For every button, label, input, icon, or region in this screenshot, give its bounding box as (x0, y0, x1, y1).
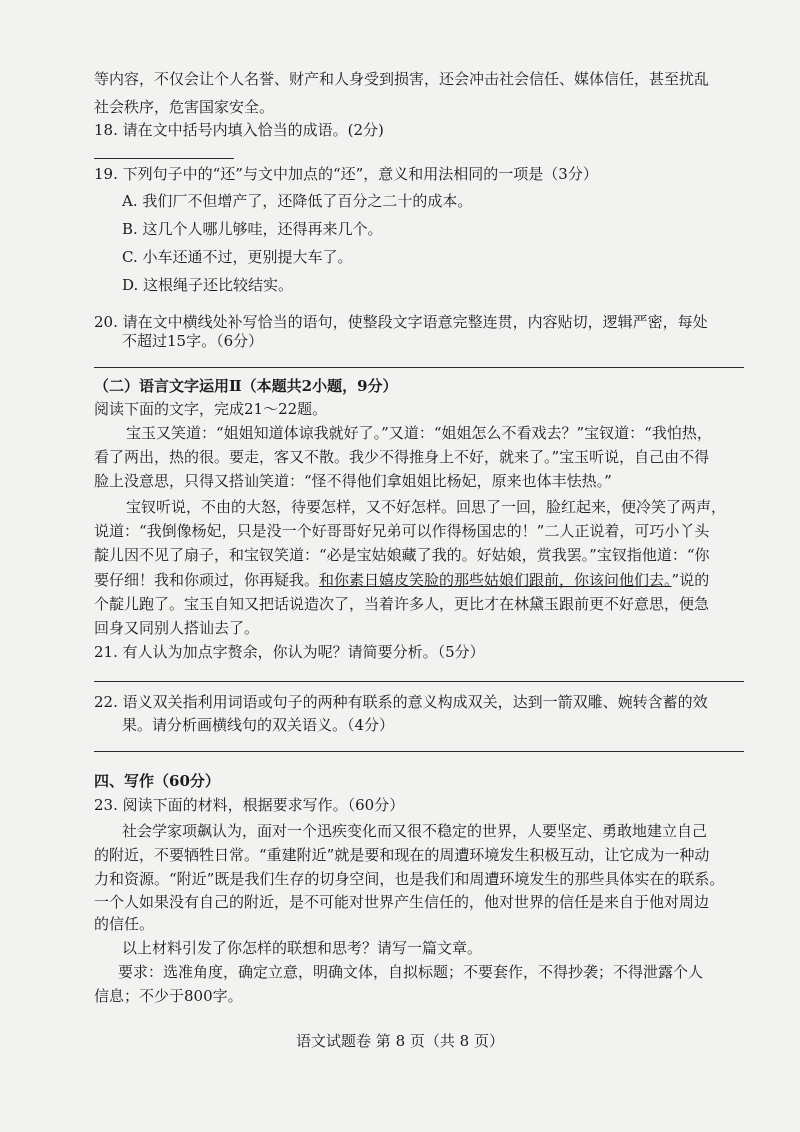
answer-line-22 (94, 751, 744, 752)
passage-line-5: 说道：“我倒像杨妃，只是没一个好哥哥好兄弟可以作得杨国忠的！”二人正说着，可巧小丫头 (94, 522, 710, 540)
underlined-sentence: 和你素日嬉皮笑脸的那些姑娘们跟前，你该问他们去。 (319, 571, 672, 589)
question-20-line-2: 不超过15字。（6分） (122, 332, 264, 350)
question-19-option-d: D. 这根绳子还比较结实。 (122, 276, 294, 294)
material-line-3: 力和资源。“附近”既是我们生存的切身空间，也是我们和周遭环境发生的那些具体实在的联系。 (94, 870, 725, 888)
question-19-option-b: B. 这几个人哪儿够哇，还得再来几个。 (122, 220, 383, 238)
passage-line-8: 个靛儿跑了。宝玉自知又把话说造次了，当着许多人，更比才在林黛玉跟前更不好意思，便急 (94, 595, 710, 613)
question-20-line-1: 20. 请在文中横线处补写恰当的语句，使整段文字语意完整连贯，内容贴切，逻辑严密，每处 (94, 313, 708, 331)
writing-prompt: 以上材料引发了你怎样的联想和思考？请写一篇文章。 (122, 939, 483, 957)
section-4-heading: 四、写作（60分） (94, 772, 220, 790)
requirements-line-1: 要求：选准角度，确定立意，明确文体，自拟标题；不要套作，不得抄袭；不得泄露个人 (118, 963, 704, 981)
passage-line-1: 宝玉又笑道：“姐姐知道体谅我就好了。”又道：“姐姐怎么不看戏去？”宝钗道：“我怕热， (126, 424, 712, 442)
question-18: 18. 请在文中括号内填入恰当的成语。(2分) (94, 121, 384, 139)
passage-line-9: 回身又同别人搭讪去了。 (94, 619, 260, 637)
material-line-1: 社会学家项飙认为，面对一个迅疾变化而又很不稳定的世界，人要坚定、勇敢地建立自己 (122, 822, 708, 840)
passage-line-6: 靛儿因不见了扇子，和宝钗笑道：“必是宝姑娘藏了我的。好姑娘，赏我罢。”宝钗指他道：“你 (94, 546, 710, 564)
passage-line-7-end: ”说的 (671, 571, 710, 589)
section-2-intro: 阅读下面的文字，完成21～22题。 (94, 400, 328, 418)
passage-line-7 (94, 569, 709, 591)
material-line-2: 的附近，不要牺牲日常。“重建附近”就是要和现在的周遭环境发生积极互动，让它成为一种动 (94, 846, 710, 864)
answer-line-21 (94, 681, 744, 682)
question-19-stem: 19. 下列句子中的“还”与文中加点的“还”，意义和用法相同的一项是（3分） (94, 165, 598, 183)
question-21: 21. 有人认为加点字赘余，你认为呢？请简要分析。（5分） (94, 643, 485, 661)
page-footer: 语文试题卷 第 8 页（共 8 页） (296, 1032, 504, 1050)
passage-line-2: 看了两出，热的很。要走，客又不散。我少不得推身上不好，就来了。”宝玉听说，自己由不得 (94, 448, 710, 466)
passage-continued-line-1: 等内容，不仅会让个人名誉、财产和人身受到损害，还会冲击社会信任、媒体信任，甚至扰乱 (94, 70, 710, 88)
passage-line-3: 脸上没意思，只得又搭讪笑道：“怪不得他们拿姐姐比杨妃，原来也体丰怯热。” (94, 472, 612, 490)
material-line-4: 一个人如果没有自己的附近，是不可能对世界产生信任的，他对世界的信任是来自于他对周边 (94, 893, 710, 911)
question-19-option-a: A. 我们厂不但增产了，还降低了百分之二十的成本。 (122, 192, 473, 210)
question-22-line-1: 22. 语义双关指利用词语或句子的两种有联系的意义构成双关，达到一箭双雕、婉转含蓄的效 (94, 693, 708, 711)
passage-continued-line-2: 社会秩序，危害国家安全。 (94, 98, 275, 116)
section-2-heading: （二）语言文字运用Ⅱ（本题共2小题，9分） (94, 377, 398, 395)
question-19-option-c: C. 小车还通不过，更别提大车了。 (122, 248, 353, 266)
question-23: 23. 阅读下面的材料，根据要求写作。（60分） (94, 796, 405, 814)
requirements-line-2: 信息；不少于800字。 (94, 987, 243, 1005)
passage-line-7-start: 要仔细！我和你顽过，你再疑我。 (94, 571, 320, 589)
passage-line-4: 宝钗听说，不由的大怒，待要怎样，又不好怎样。回思了一回，脸红起来，便冷笑了两声， (126, 498, 727, 516)
answer-line-18 (94, 158, 234, 159)
material-line-5: 的信任。 (94, 915, 155, 933)
answer-line-20 (94, 367, 744, 368)
question-22-line-2: 果。请分析画横线句的双关语义。（4分） (122, 716, 395, 734)
